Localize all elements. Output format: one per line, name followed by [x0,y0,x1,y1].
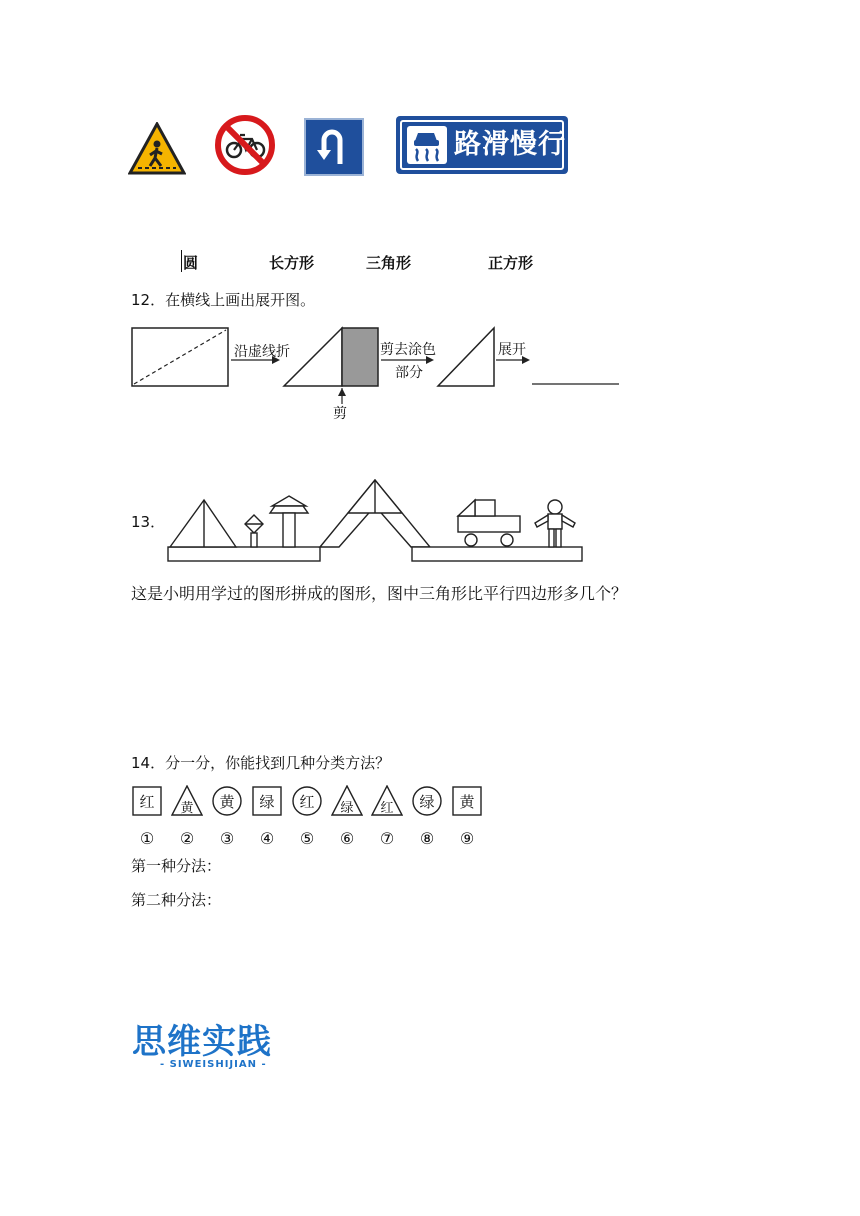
shape-composition-picture [166,476,586,566]
slippery-road-sign-text: 路滑慢行 [454,129,566,160]
triangle-shape-icon [171,785,203,817]
label-fold-along-dashed: 沿虚线折 [234,344,290,360]
siweishijian-logo [132,1022,292,1078]
label-cut-shaded-line2: 部分 [395,365,423,381]
classification-item-number: ② [179,829,195,848]
shape-label-triangle: 三角形 [366,254,412,272]
method-1-label: 第一种分法： [131,857,222,875]
skidding-car-icon [406,125,448,165]
question-13-text: 这是小明用学过的图形拼成的图形，图中三角形比平行四边形多几个？ [131,584,628,603]
question-12: 12．在横线上画出展开图。 [131,291,316,309]
classification-item-color-word: 绿 [340,801,354,816]
circle-shape-icon [291,785,323,817]
shape-label-cursor [181,250,182,272]
classification-item-color-word: 黄 [459,793,475,811]
classification-item-number: ⑨ [459,829,475,848]
classification-item-color-word: 绿 [259,793,275,811]
traffic-signs-row [128,112,578,180]
classification-item-color-word: 黄 [219,793,235,811]
classification-item [251,785,283,855]
classification-item [171,785,203,855]
shape-label-rectangle: 长方形 [269,254,315,272]
method-2-label: 第二种分法： [131,891,222,909]
classification-item [131,785,163,855]
square-shape-icon [451,785,483,817]
classification-item-number: ④ [259,829,275,848]
label-unfold: 展开 [498,342,526,358]
circle-shape-icon [211,785,243,817]
logo-main-text: 思维实践 [132,1022,272,1062]
square-shape-icon [131,785,163,817]
question-14: 14．分一分，你能找到几种分类方法？ [131,754,391,772]
classification-item-number: ③ [219,829,235,848]
classification-item-color-word: 绿 [419,793,435,811]
label-cut-shaded-line1: 剪去涂色 [380,342,436,358]
classification-item-number: ⑥ [339,829,355,848]
classification-item-color-word: 红 [299,793,315,811]
pedestrian-warning-sign-icon [128,122,186,176]
square-shape-icon [251,785,283,817]
triangle-shape-icon [331,785,363,817]
triangle-shape-icon [371,785,403,817]
classification-item-color-word: 红 [380,801,394,816]
classification-item [451,785,483,855]
classification-item-number: ⑤ [299,829,315,848]
cut-arrow-head [338,388,346,396]
label-cut: 剪 [333,406,347,422]
fold-cut-diagram [128,322,628,426]
classification-item-number: ⑦ [379,829,395,848]
folded-triangle [284,328,342,386]
classification-item-number: ⑧ [419,829,435,848]
shape-label-circle: 圆 [183,254,199,272]
shape-label-square: 正方形 [488,254,534,272]
no-bicycle-sign-icon [214,114,276,176]
question-13-number: 13． [131,513,166,531]
classification-items-row [131,785,491,855]
classification-item [371,785,403,855]
classification-item [291,785,323,855]
classification-item [411,785,443,855]
classification-item-color-word: 黄 [180,801,194,816]
classification-item [331,785,363,855]
cut-triangle [438,328,494,386]
shaded-part [342,328,378,386]
u-turn-sign-icon [304,118,364,176]
classification-item-color-word: 红 [139,793,155,811]
slippery-road-sign [396,116,568,174]
logo-sub-text: - SIWEISHIJIAN - [160,1059,267,1070]
circle-shape-icon [411,785,443,817]
classification-item-number: ① [139,829,155,848]
classification-item [211,785,243,855]
